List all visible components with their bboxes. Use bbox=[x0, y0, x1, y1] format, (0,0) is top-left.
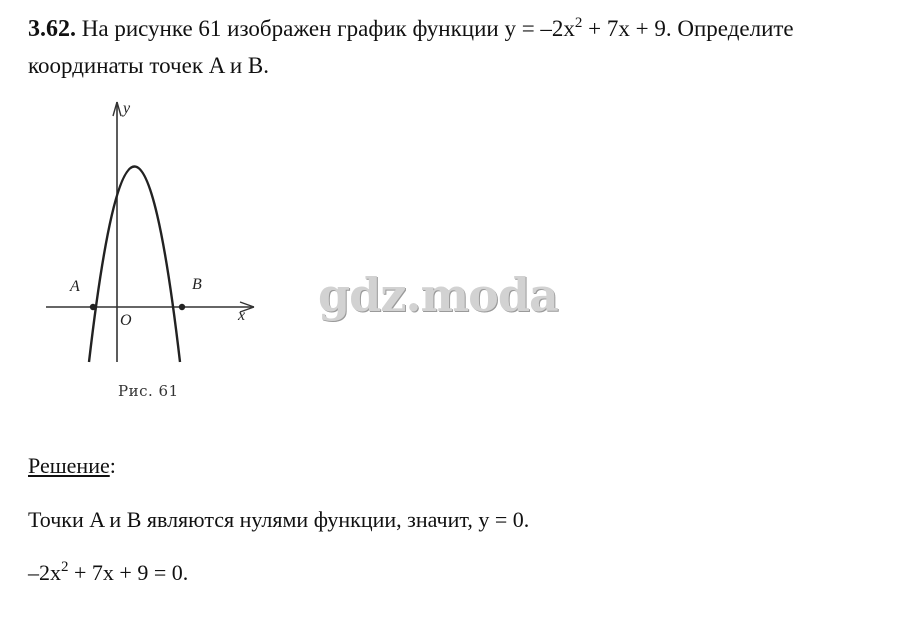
parabola-curve bbox=[89, 167, 180, 363]
solution-heading-colon: : bbox=[109, 453, 116, 478]
point-a-label: A bbox=[70, 278, 80, 295]
problem-text-part2: + 7x + 9. Определите координаты точек A и B. bbox=[28, 16, 794, 78]
solution-line-1: Точки A и B являются нулями функции, значит, y = 0. bbox=[28, 507, 530, 532]
point-b-label: B bbox=[192, 276, 202, 293]
problem-text-part1: На рисунке 61 изображен график функции y = –2x bbox=[76, 16, 575, 41]
y-axis-label: y bbox=[123, 100, 131, 117]
solution-heading-text: Решение bbox=[28, 453, 110, 478]
figure-caption: Рис. 61 bbox=[118, 382, 179, 400]
point-a-dot bbox=[90, 304, 96, 310]
solution-line-2 bbox=[28, 560, 188, 586]
origin-label: O bbox=[120, 312, 132, 329]
parabola-graph bbox=[40, 96, 280, 416]
problem-number: 3.62. bbox=[28, 16, 76, 42]
solution-heading bbox=[28, 453, 116, 479]
point-b-dot bbox=[179, 304, 185, 310]
equation-exponent: 2 bbox=[61, 559, 69, 575]
equation-part1: –2x bbox=[28, 560, 61, 585]
equation-part2: + 7x + 9 = 0. bbox=[68, 560, 189, 585]
parabola-figure bbox=[40, 96, 280, 416]
problem-exponent: 2 bbox=[574, 15, 583, 31]
watermark-logo: gdz.moda bbox=[318, 268, 558, 322]
x-axis-label: x bbox=[238, 307, 246, 324]
problem-statement bbox=[28, 12, 888, 83]
